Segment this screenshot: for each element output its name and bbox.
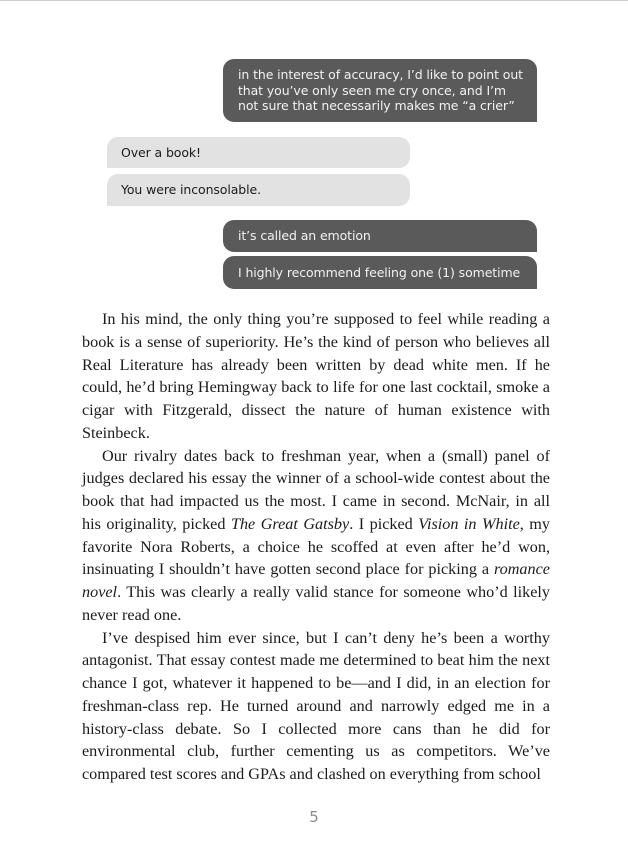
paragraph — [82, 445, 550, 627]
paragraph-text: Our rivalry dates back to freshman year, when a (small) panel of judges declared his essay the winner of a school-wide contest about the book that had impacted us the most. I came in second. McNair, in all his originality, picked — [82, 446, 550, 533]
paragraph: I’ve despised him ever since, but I can’t deny he’s been a worthy antagonist. That essay contest made me determined to beat him the next chance I got, whatever it happened to be—and I did, in an election for freshman-class rep. He turned around and narrowly edged me in a history-class debate. So I collected more cans than he did for environmental club, further cementing us as competitors. We’ve compared test scores and GPAs and clashed on everything from school — [82, 628, 550, 783]
message-bubble-received: Over a book! — [107, 137, 410, 168]
paragraph-text: , my favorite Nora Roberts, a choice he scoffed at even after he’d won, insinuating I shouldn’t have gotten second place for picking a — [82, 514, 550, 579]
top-rule — [0, 0, 628, 1]
message-bubble-sent: I highly recommend feeling one (1) sometime — [223, 256, 537, 289]
paragraph-text: . I picked — [349, 514, 419, 533]
message-bubble-sent: it’s called an emotion — [223, 220, 537, 252]
paragraph-text: . This was clearly a really valid stance for someone who’d likely never read one. — [82, 583, 550, 624]
page-number: 5 — [309, 808, 319, 826]
message-bubble-sent: in the interest of accuracy, I’d like to point out that you’ve only seen me cry once, and I’m not sure that necessarily makes me “a crier” — [223, 59, 537, 122]
emphasis: romance novel — [82, 560, 550, 601]
body-text — [82, 308, 550, 786]
message-bubble-received: You were inconsolable. — [107, 174, 410, 206]
book-title: The Great Gatsby — [230, 514, 350, 533]
paragraph: In his mind, the only thing you’re supposed to feel while reading a book is a sense of superiority. He’s the kind of person who believes all Real Literature has already been written by dead white men. If he could, he’d bring Hemingway back to life for one last cocktail, smoke a cigar with Fitzgerald, dissect the nature of human existence with Steinbeck. — [82, 310, 550, 442]
book-title: Vision in White — [418, 514, 520, 533]
